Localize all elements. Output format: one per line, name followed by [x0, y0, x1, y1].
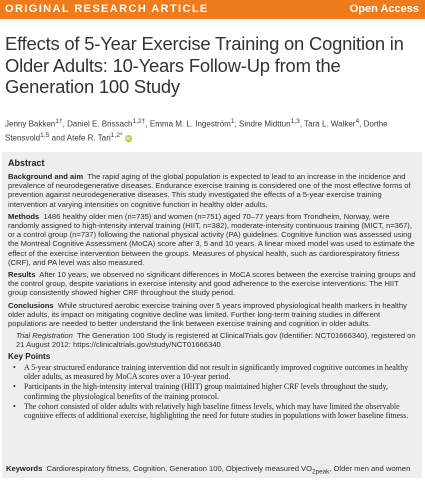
key-point-item: [8, 363, 418, 382]
keywords-subscript: 2peak: [312, 468, 330, 476]
author-list: Jenny Bakken$^{1\dagger}$, Daniel E. Brissach$^{1,2\dagger}$, Emma M. L. Ingeström$^1$, Sindre Midttun$^{1,3}$, Tara L. Walker$^4$, Dorthe Stensvold$^{1,5}$ and Atefe R. Tari$^{1,2*}$ iD: [5, 118, 388, 143]
open-access-label[interactable]: Open Access: [349, 3, 419, 15]
author-name[interactable]: Atefe R. Tari: [66, 133, 111, 143]
results-text: After 10 years, we observed no significant differences in MoCA scores between the exercise training groups and the control group, despite variations in exercise intensity and good adherence to the exercise interventions. The HIIT group consistently showed higher CRF throughout the study period.: [8, 270, 416, 298]
author-affiliation: 1,2†: [132, 118, 146, 125]
conclusions-section: [8, 301, 418, 329]
trial-text: The Generation 100 Study is registered at ClinicalTrials.gov (Identifier: NCT01666340), registered on 21 August 2012:: [16, 331, 416, 350]
conclusions-label: Conclusions: [8, 300, 54, 310]
author-name[interactable]: Emma M. L. Ingeström: [149, 119, 231, 129]
author-affiliation: 4: [355, 118, 360, 125]
author-affiliation: 1: [230, 118, 235, 125]
author-name[interactable]: Daniel E. Brissach: [67, 119, 133, 129]
background-label: Background and aim: [8, 172, 84, 181]
keywords-text: Cardiorespiratory fitness, Cognition, Generation 100, Objectively measured VO: [46, 464, 313, 473]
author-name[interactable]: Tara L. Walker: [304, 119, 356, 129]
key-point-text: A 5-year structured endurance training intervention did not result in significantly improved cognitive outcomes in healthy older adults, as measured by MoCA scores over a 10-year period.: [24, 362, 409, 381]
author-name[interactable]: Dorthe Stensvold: [5, 119, 388, 143]
trial-link[interactable]: https://clinicaltrials.gov/study/NCT01666340: [73, 340, 221, 350]
background-section: [8, 172, 418, 209]
orcid-icon[interactable]: iD: [125, 136, 131, 142]
article-banner: [0, 0, 425, 19]
key-point-item: [8, 382, 418, 401]
key-points-heading: Key Points: [8, 351, 51, 361]
author-affiliation: 1†: [55, 118, 63, 125]
results-label: Results: [8, 270, 36, 280]
bullet-icon: •: [13, 382, 16, 392]
results-section: [8, 270, 418, 298]
bullet-icon: •: [13, 401, 16, 411]
key-point-item: [8, 402, 418, 421]
keywords-label: Keywords: [6, 464, 43, 473]
methods-text: 1486 healthy older men (n=735) and women (n=751) aged 70–77 years from Trondheim, Norway, were randomly assigned to high-intensity interval training (HIIT, n=382), moderate-intensity continuous training (MICT, n=367), or a control group (n=737) following the national physical activity (PA) guidelines. Cognitive function was assessed using the Montreal Cognitive Assessment (MoCA) score after 3, 5 and 10 years. A linear mixed model was used to estimate the effect of the exercise intervention between the groups. Measures of physical health, such as cardiorespiratory fitness (CRF), and PA level was also measured.: [8, 211, 415, 267]
author-name[interactable]: Sindre Midttun: [238, 119, 291, 129]
article-title: Effects of 5-Year Exercise Training on Cognition in Older Adults: 10-Years Follow-Up from the Generation 100 Study: [5, 33, 404, 97]
author-affiliation: 1,5: [40, 131, 50, 139]
author-name[interactable]: Jenny Bakken: [5, 119, 56, 129]
background-text: The rapid aging of the global population is expected to lead to an increase in the incidence and prevalence of neurodegenerative diseases. Endurance exercise training is considered one of the most effective forms of prevention against neurodegenerative diseases. This study investigated the effects of a 5-year exercise training intervention at varying intensities on cognitive function in healthy older adults.: [8, 172, 411, 209]
article-type-label: ORIGINAL RESEARCH ARTICLE: [5, 3, 209, 15]
bullet-icon: •: [13, 362, 16, 372]
abstract-panel: [2, 152, 422, 478]
author-affiliation: 1,3: [290, 118, 300, 125]
abstract-heading: Abstract: [8, 158, 45, 168]
keywords-text-end: , Older men and women: [329, 464, 411, 473]
trial-registration: [16, 331, 418, 349]
key-point-text: The cohort consisted of older adults with relatively high baseline fitness levels, which may have limited the observable cognitive effects of additional exercise, highlighting the need for future studies in populations with lower baseline fitness.: [24, 401, 409, 421]
methods-section: [8, 212, 418, 267]
trial-label: Trial Registration: [16, 331, 73, 341]
conclusions-text: While structured aerobic exercise training over 5 years improved physiological health markers in healthy older adults, its impact on mitigating cognitive decline was limited. Further long-term training studies in different populations are needed to better understand the link between exercise training and cognition in older adults.: [8, 300, 407, 329]
methods-label: Methods: [8, 211, 40, 221]
keywords-section: [6, 464, 416, 477]
author-affiliation: 1,2*: [110, 131, 123, 139]
key-point-text: Participants in the high-intensity interval training (HIIT) group maintained higher CRF levels throughout the study, confirming the physiological benefits of the training protocol.: [24, 382, 388, 401]
key-points-list: [8, 363, 418, 421]
